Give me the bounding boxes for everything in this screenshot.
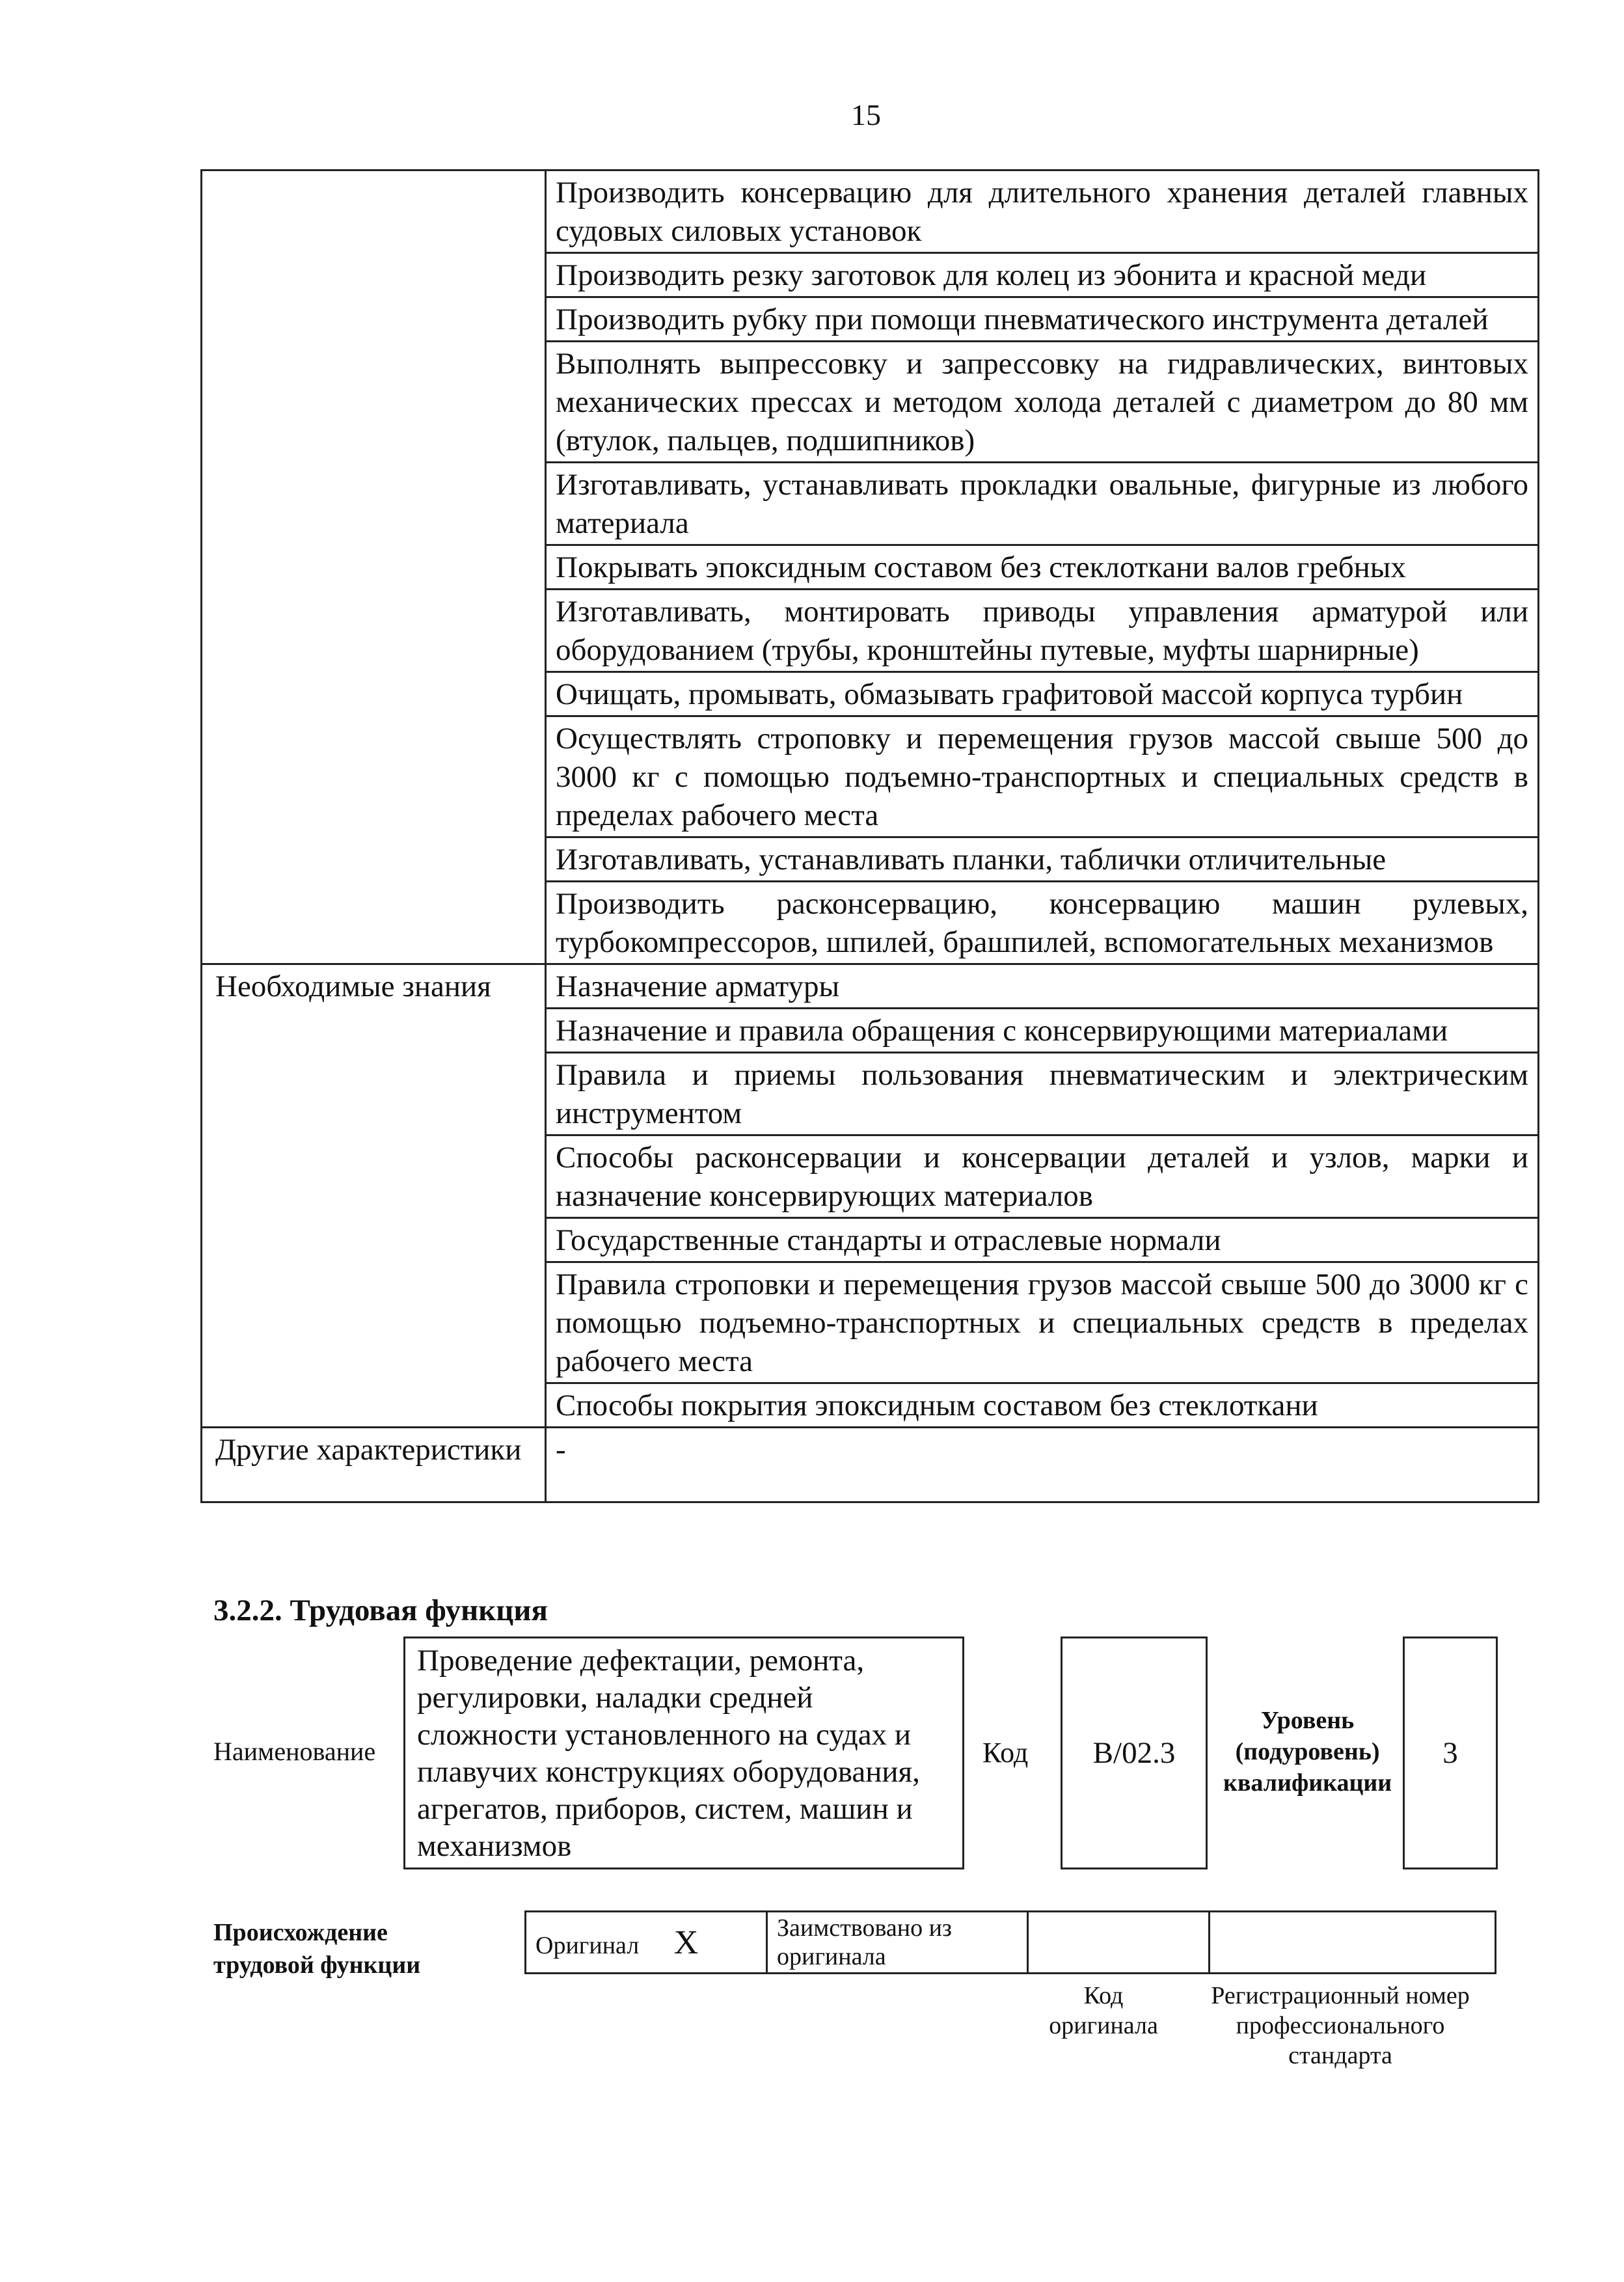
section-heading: 3.2.2. Трудовая функция [213, 1594, 548, 1627]
knowledge-item: Правила строповки и перемещения грузов массой свыше 500 до 3000 кг с помощью подъемно-транспортных и специальных средств в пределах рабочего места [546, 1262, 1539, 1383]
other-label: Другие характеристики [202, 1428, 546, 1502]
skills-item: Производить расконсервацию, консервацию машин рулевых, турбокомпрессоров, шпилей, брашпилей, вспомогательных механизмов [546, 882, 1539, 964]
code-value-box [1061, 1637, 1208, 1869]
skills-item: Осуществлять строповку и перемещения грузов массой свыше 500 до 3000 кг с помощью подъемно-транспортных и специальных средств в пределах рабочего места [546, 716, 1539, 837]
skills-item: Изготавливать, устанавливать прокладки овальные, фигурные из любого материала [546, 463, 1539, 545]
borrowed-label-line-2: оригинала [777, 1943, 886, 1970]
caption-reg-line-2: профессионального [1236, 2012, 1445, 2039]
other-value: - [546, 1428, 1539, 1502]
requirements-table [200, 169, 1539, 1503]
caption-reg-line-1: Регистрационный номер [1211, 1982, 1470, 2009]
skills-item: Покрывать эпоксидным составом без стеклоткани валов гребных [546, 545, 1539, 590]
skills-item: Производить рубку при помощи пневматического инструмента деталей [546, 297, 1539, 342]
original-mark: X [673, 1923, 699, 1961]
origin-table [524, 1910, 1496, 1974]
level-value: 3 [1442, 1736, 1458, 1770]
knowledge-item: Способы расконсервации и консервации деталей и узлов, марки и назначение консервирующих материалов [546, 1135, 1539, 1218]
skills-item: Выполнять выпрессовку и запрессовку на гидравлических, винтовых механических прессах и методом холода деталей с диаметром до 80 мм (втулок, пальцев, подшипников) [546, 342, 1539, 463]
registration-number-cell [1210, 1912, 1496, 1974]
registration-number-caption [1171, 1981, 1509, 2071]
original-code-caption [1012, 1981, 1195, 2041]
skills-label [202, 170, 546, 964]
knowledge-item: Государственные стандарты и отраслевые нормали [546, 1218, 1539, 1262]
name-label: Наименование [213, 1737, 376, 1766]
original-code-cell [1028, 1912, 1210, 1974]
origin-label-line-1: Происхождение [213, 1919, 388, 1946]
knowledge-item: Назначение и правила обращения с консервирующими материалами [546, 1009, 1539, 1053]
caption-reg-line-3: стандарта [1288, 2042, 1392, 2069]
code-label: Код [982, 1737, 1029, 1769]
caption-code-line-1: Код [1083, 1982, 1124, 2009]
knowledge-row [202, 964, 1539, 1009]
qualification-level-label [1223, 1705, 1392, 1799]
labor-function-name: Проведение дефектации, ремонта, регулировки, наладки средней сложности установленного на судах и плавучих конструкциях оборудования, агрегатов, приборов, систем, машин и механизмов [403, 1637, 964, 1869]
borrowed-cell [767, 1912, 1028, 1974]
skills-item: Очищать, промывать, обмазывать графитовой массой корпуса турбин [546, 672, 1539, 716]
skills-row [202, 170, 1539, 253]
level-label-line-1: Уровень [1260, 1707, 1355, 1734]
skills-item: Производить консервацию для длительного хранения деталей главных судовых силовых установок [546, 170, 1539, 253]
knowledge-label: Необходимые знания [202, 964, 546, 1428]
page-number: 15 [851, 98, 881, 131]
skills-item: Изготавливать, устанавливать планки, таблички отличительные [546, 837, 1539, 882]
knowledge-item: Правила и приемы пользования пневматическим и электрическим инструментом [546, 1053, 1539, 1135]
level-value-box [1403, 1637, 1498, 1869]
level-label-line-2: (подуровень) [1235, 1738, 1380, 1765]
skills-item: Изготавливать, монтировать приводы управления арматурой или оборудованием (трубы, кронштейны путевые, муфты шарнирные) [546, 590, 1539, 672]
original-label: Оригинал [535, 1931, 640, 1959]
original-cell [526, 1912, 767, 1974]
caption-code-line-2: оригинала [1049, 2012, 1158, 2039]
borrowed-label-line-1: Заимствовано из [777, 1914, 952, 1942]
other-row [202, 1428, 1539, 1502]
code-value: B/02.3 [1092, 1736, 1176, 1770]
origin-label-line-2: трудовой функции [213, 1951, 421, 1979]
skills-item: Производить резку заготовок для колец из эбонита и красной меди [546, 253, 1539, 297]
knowledge-item: Назначение арматуры [546, 964, 1539, 1009]
origin-label [213, 1916, 420, 1981]
level-label-line-3: квалификации [1223, 1769, 1392, 1797]
knowledge-item: Способы покрытия эпоксидным составом без стеклоткани [546, 1383, 1539, 1428]
